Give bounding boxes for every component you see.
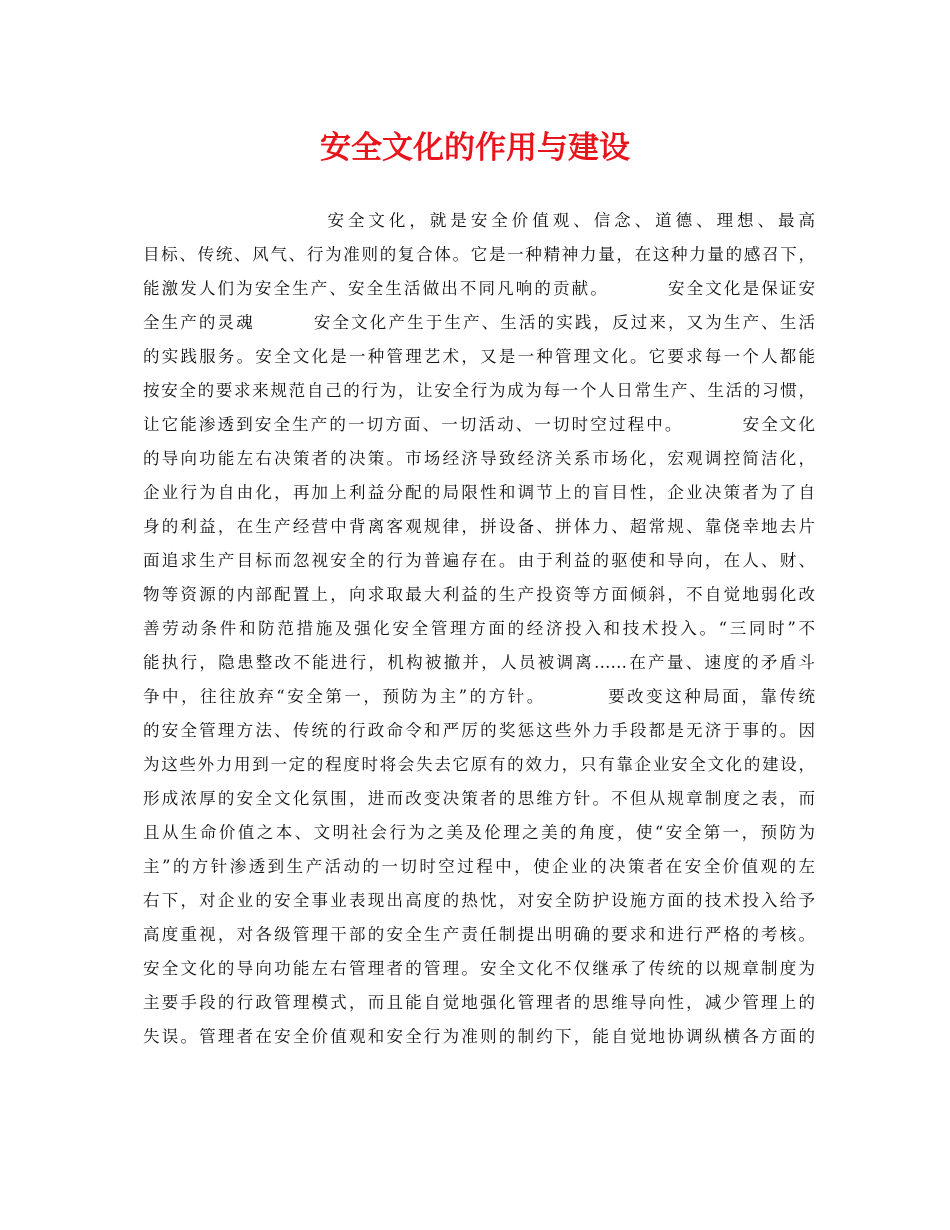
body-line: 的安全管理方法、传统的行政命令和严厉的奖惩这些外力手段都是无济于事的。因	[143, 721, 815, 740]
body-line: 争中，往往放弃“安全第一，预防为主”的方针。 要改变这种局面，靠传统	[143, 687, 815, 706]
body-line: 让它能渗透到安全生产的一切方面、一切活动、一切时空过程中。 安全文化	[143, 415, 815, 434]
body-line: 高度重视，对各级管理干部的安全生产责任制提出明确的要求和进行严格的考核。	[143, 925, 815, 944]
body-line: 身的利益，在生产经营中背离客观规律，拼设备、拼体力、超常规、靠侥幸地去片	[143, 517, 815, 536]
body-line: 能执行，隐患整改不能进行，机构被撤并，人员被调离……在产量、速度的矛盾斗	[143, 653, 815, 672]
body-line: 为这些外力用到一定的程度时将会失去它原有的效力，只有靠企业安全文化的建设，	[143, 755, 815, 774]
body-line: 企业行为自由化，再加上利益分配的局限性和调节上的盲目性，企业决策者为了自	[143, 483, 815, 502]
body-line: 失误。管理者在安全价值观和安全行为准则的制约下，能自觉地协调纵横各方面的	[143, 1027, 815, 1046]
body-line: 安全文化，就是安全价值观、信念、道德、理想、最高	[143, 211, 815, 230]
body-line: 形成浓厚的安全文化氛围，进而改变决策者的思维方针。不但从规章制度之表，而	[143, 789, 815, 808]
body-line: 右下，对企业的安全事业表现出高度的热忱，对安全防护设施方面的技术投入给予	[143, 891, 815, 910]
body-line: 安全文化的导向功能左右管理者的管理。安全文化不仅继承了传统的以规章制度为	[143, 959, 815, 978]
body-line: 面追求生产目标而忽视安全的行为普遍存在。由于利益的驱使和导向，在人、财、	[143, 551, 815, 570]
body-line: 全生产的灵魂 安全文化产生于生产、生活的实践，反过来，又为生产、生活	[143, 313, 815, 332]
body-line: 主”的方针渗透到生产活动的一切时空过程中，使企业的决策者在安全价值观的左	[143, 857, 815, 876]
document-title: 安全文化的作用与建设	[320, 130, 630, 166]
body-line: 的导向功能左右决策者的决策。市场经济导致经济关系市场化，宏观调控简洁化，	[143, 449, 815, 468]
body-line: 主要手段的行政管理模式，而且能自觉地强化管理者的思维导向性，减少管理上的	[143, 993, 815, 1012]
body-line: 且从生命价值之本、文明社会行为之美及伦理之美的角度，使“安全第一，预防为	[143, 823, 815, 842]
body-line: 能激发人们为安全生产、安全生活做出不同凡响的贡献。 安全文化是保证安	[143, 279, 815, 298]
document-body	[143, 204, 815, 1054]
body-line: 按安全的要求来规范自己的行为，让安全行为成为每一个人日常生产、生活的习惯，	[143, 381, 815, 400]
body-line: 目标、传统、风气、行为准则的复合体。它是一种精神力量，在这种力量的感召下，	[143, 245, 815, 264]
body-line: 善劳动条件和防范措施及强化安全管理方面的经济投入和技术投入。“三同时”不	[143, 619, 815, 638]
body-line: 物等资源的内部配置上，向求取最大利益的生产投资等方面倾斜，不自觉地弱化改	[143, 585, 815, 604]
body-line: 的实践服务。安全文化是一种管理艺术，又是一种管理文化。它要求每一个人都能	[143, 347, 815, 366]
